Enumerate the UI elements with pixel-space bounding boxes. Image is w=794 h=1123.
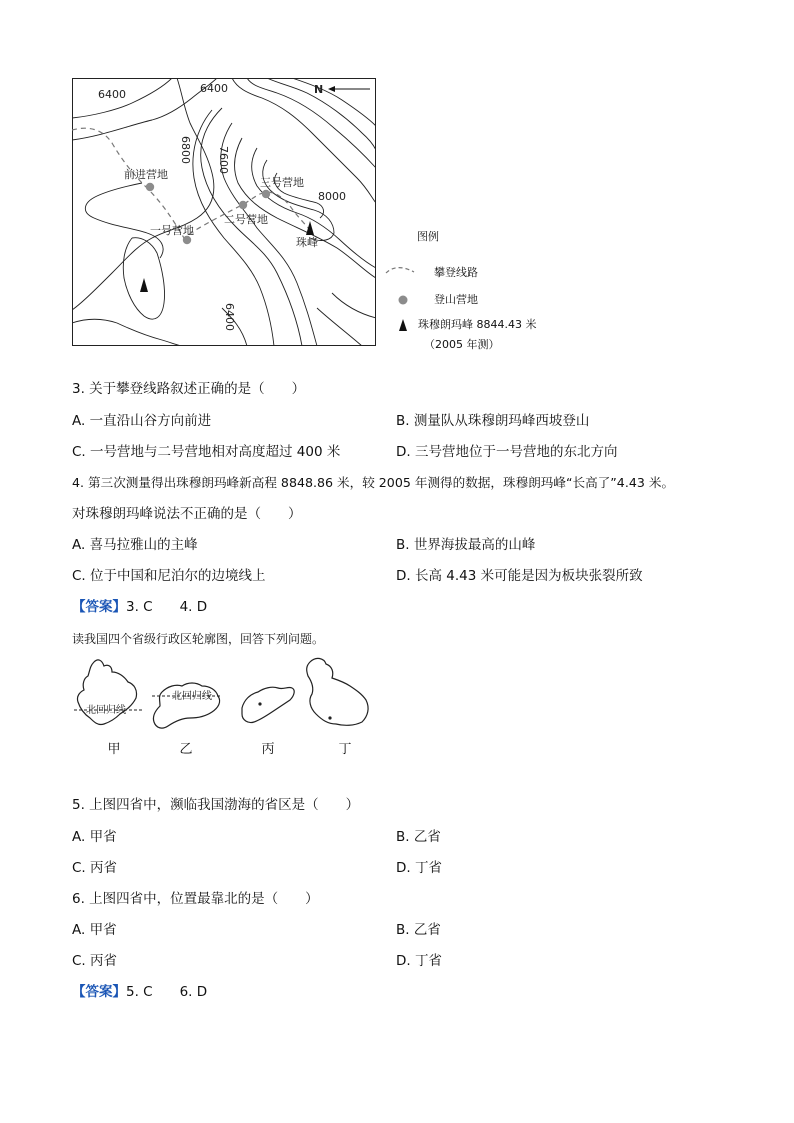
tropic-label-jia: 北回归线 xyxy=(86,705,126,716)
q4-option-c: C. 位于中国和尼泊尔的边境线上 xyxy=(72,568,266,584)
contour-map-svg xyxy=(72,78,376,346)
q5-option-c: C. 丙省 xyxy=(72,860,118,876)
q3-stem: 3. 关于攀登线路叙述正确的是（ ） xyxy=(72,381,306,397)
q3-option-c: C. 一号营地与二号营地相对高度超过 400 米 xyxy=(72,444,341,460)
camp1-label: 一号营地 xyxy=(150,224,194,237)
q3-option-b: B. 测量队从珠穆朗玛峰西坡登山 xyxy=(396,413,590,429)
capital-bing-dot xyxy=(258,702,261,705)
q3-option-a: A. 一直沿山谷方向前进 xyxy=(72,413,212,429)
q4-option-d: D. 长高 4.43 米可能是因为板块张裂所致 xyxy=(396,568,643,584)
camp3-label: 三号营地 xyxy=(260,176,304,189)
province-name-yi: 乙 xyxy=(179,742,193,757)
province-name-ding: 丁 xyxy=(338,742,352,757)
q5-option-b: B. 乙省 xyxy=(396,829,441,845)
camp2-dot xyxy=(239,201,247,209)
capital-ding-dot xyxy=(328,716,331,719)
province-name-bing: 丙 xyxy=(261,742,275,757)
legend-route-label: 攀登线路 xyxy=(434,266,478,279)
answer-block-1 xyxy=(72,598,207,616)
legend-title: 图例 xyxy=(417,230,439,243)
contour-label: 8000 xyxy=(318,190,346,203)
answer-label: 【答案】 xyxy=(72,984,126,1000)
q6-option-d: D. 丁省 xyxy=(396,953,442,969)
legend-camp-label: 登山营地 xyxy=(434,293,478,306)
q6-option-a: A. 甲省 xyxy=(72,922,117,938)
province-yi-outline xyxy=(153,683,219,728)
tropic-label-yi: 北回归线 xyxy=(172,691,212,702)
province-ding-outline xyxy=(307,658,368,725)
q5-stem: 5. 上图四省中，濒临我国渤海的省区是（ ） xyxy=(72,797,360,813)
contour-label: 6800 xyxy=(179,136,192,164)
camp1-dot xyxy=(183,236,191,244)
q4-option-a: A. 喜马拉雅山的主峰 xyxy=(72,537,198,553)
north-label: N xyxy=(314,83,324,96)
q6-stem: 6. 上图四省中，位置最靠北的是（ ） xyxy=(72,891,319,907)
answer-block-2 xyxy=(72,983,207,1001)
province-bing-outline xyxy=(242,687,294,722)
camp2-label: 二号营地 xyxy=(224,213,268,226)
camp-advance-dot xyxy=(146,183,154,191)
route-legend-icon xyxy=(385,264,415,276)
province-outlines-svg xyxy=(72,652,378,736)
q3-option-d: D. 三号营地位于一号营地的东北方向 xyxy=(396,444,618,460)
province-outlines xyxy=(72,652,378,736)
contour-label: 6400 xyxy=(200,82,228,95)
contour-label: 7600 xyxy=(217,146,230,174)
q4-option-b: B. 世界海拔最高的山峰 xyxy=(396,537,536,553)
q4-stem-line1: 4. 第三次测量得出珠穆朗玛峰新高程 8848.86 米，较 2005 年测得的数据，珠穆朗玛峰“长高了”4.43 米。 xyxy=(72,475,675,490)
camp3-dot xyxy=(262,190,270,198)
answer-text: 5. C 6. D xyxy=(126,984,208,1000)
peak-label: 珠峰 xyxy=(296,236,318,249)
contour-label: 6400 xyxy=(98,88,126,101)
q6-option-b: B. 乙省 xyxy=(396,922,441,938)
camp-advance-label: 前进营地 xyxy=(124,168,168,181)
q5-option-a: A. 甲省 xyxy=(72,829,117,845)
q6-option-c: C. 丙省 xyxy=(72,953,118,969)
legend-peak-label: 珠穆朗玛峰 8844.43 米 xyxy=(418,318,537,331)
province-intro: 读我国四个省级行政区轮廓图，回答下列问题。 xyxy=(72,632,325,646)
peak-legend-icon xyxy=(397,318,409,332)
legend-peak-year: （2005 年测） xyxy=(424,338,500,351)
answer-text: 3. C 4. D xyxy=(126,599,208,615)
q5-option-d: D. 丁省 xyxy=(396,860,442,876)
q4-stem-line2: 对珠穆朗玛峰说法不正确的是（ ） xyxy=(72,506,302,522)
contour-label: 6400 xyxy=(223,303,236,331)
contour-map xyxy=(72,78,376,346)
province-name-jia: 甲 xyxy=(107,742,121,757)
camp-legend-icon xyxy=(397,294,409,306)
answer-label: 【答案】 xyxy=(72,599,126,615)
